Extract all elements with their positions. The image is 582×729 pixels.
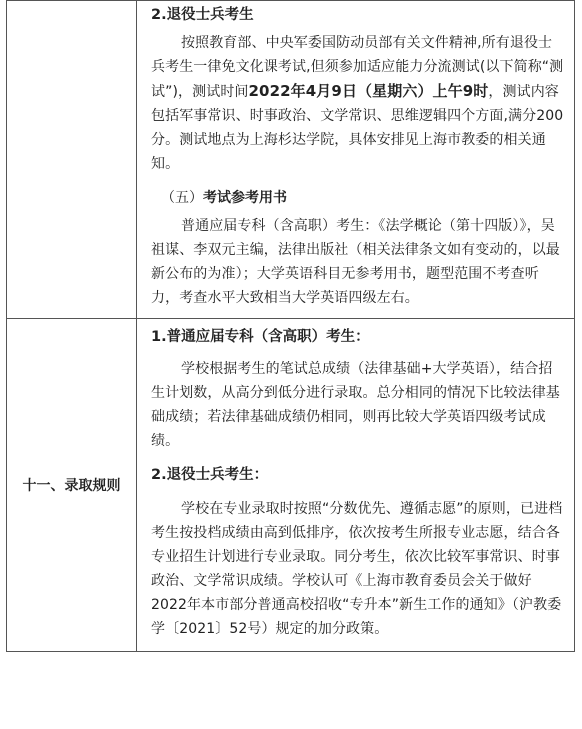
reference-books-paragraph: 普通应届专科（含高职）考生：《法学概论（第十四版）》，吴祖谋、李双元主编，法律出版社（相关法律条文如有变动的，以最新公布的为准）；大学英语科目无参考用书，题型范围不考查听力，考查水平大致相当大学英语四级左右。 [151, 218, 560, 306]
veteran-admission-paragraph: 学校在专业录取时按照“分数优先、遵循志愿”的原则，已进档考生按投档成绩由高到低排序，依次按考生所报专业志愿，结合各专业招生计划进行专业录取。同分考生，依次比较军事常识、时事政治、文学常识成绩。学校认可《上海市教育委员会关于做好2022年本市部分普通高校招收“专升本”新生工作的通知》（沪教委学〔2021〕52号）规定的加分政策。 [151, 501, 563, 637]
admission-table [6, 0, 575, 652]
test-date: 2022年4月9日（星期六）上午9时 [248, 82, 489, 100]
section-10-row [7, 1, 575, 319]
section-10-content [137, 1, 575, 319]
veteran-heading: 2.退役士兵考生 [151, 7, 254, 23]
veteran-text-a: 按照教育部、中央军委国防动员部有关文件精神,所有退役士兵考生一律免文化课考试,但须参加适应能力分流测试(以下简称“测试”)，测试时间 [151, 35, 564, 100]
regular-heading: 1.普通应届专科（含高职）考生： [151, 329, 370, 345]
regular-admission-paragraph: 学校根据考生的笔试总成绩（法律基础+大学英语），结合招生计划数，从高分到低分进行录取。总分相同的情况下比较法律基础成绩；若法律基础成绩仍相同，则再比较大学英语四级考试成绩。 [151, 361, 560, 449]
reference-books-prefix: （五） [161, 190, 203, 206]
section-10-label-cell [7, 1, 137, 319]
section-11-row [7, 319, 575, 652]
reference-books-title: 考试参考用书 [203, 190, 287, 206]
reference-books-heading [161, 188, 566, 208]
section-11-content [137, 319, 575, 652]
veteran-test-paragraph [151, 31, 566, 176]
veteran-admission-heading: 2.退役士兵考生： [151, 467, 269, 483]
veteran-text-b: ，测试内容包括军事常识、时事政治、文学常识、思维逻辑四个方面,满分200分。测试地点为上海杉达学院，具体安排见上海市教委的相关通知。 [151, 84, 564, 172]
section-11-label: 十一、录取规则 [7, 319, 137, 652]
